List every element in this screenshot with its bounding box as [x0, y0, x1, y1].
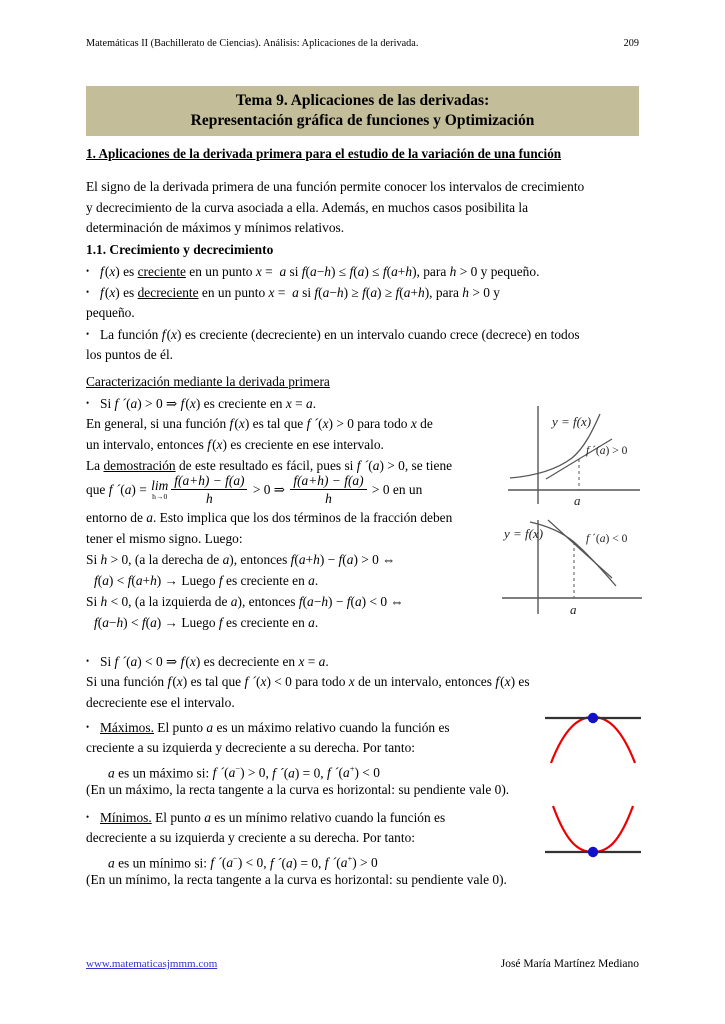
- si-word: Si: [100, 654, 112, 669]
- line-2-a: En general, si una función: [86, 416, 227, 431]
- bullet-glyph-icon: [86, 651, 100, 673]
- author-name: José María Martínez Mediano: [500, 958, 639, 970]
- bullet-2-keyword: decreciente: [137, 285, 199, 300]
- maximos-line-1b: es un máximo relativo cuando la función es: [216, 720, 450, 735]
- bullet-1-tail: es creciente en: [203, 396, 283, 411]
- minimos-line-1a: El punto: [155, 810, 201, 825]
- line-4-b: de este resultado es fácil, pues si: [178, 458, 354, 473]
- bullet-3-pre: La función: [100, 327, 159, 342]
- limit-formula-line: [86, 474, 516, 508]
- minimos-line-1b: es un mínimo relativo cuando la función es: [214, 810, 446, 825]
- bullet-glyph-icon: [86, 807, 100, 829]
- figure-3-svg: [543, 707, 643, 769]
- bullet-2-tail: , para: [429, 285, 459, 300]
- caracterizacion-line-7: tener el mismo signo. Luego:: [86, 531, 243, 546]
- decrease-line-2: Si una función f (x) es tal que f ´(x) < 0 para todo x de un intervalo, entonces f (x) es: [86, 674, 530, 689]
- running-head: [86, 38, 639, 49]
- minimos-bullet: •Mínimos. El punto a es un mínimo relativo cuando la función es: [86, 807, 546, 829]
- parabola-curve: [553, 806, 633, 852]
- running-head-title: Matemáticas II (Bachillerato de Ciencias). Análisis: Aplicaciones de la derivada.: [86, 38, 419, 49]
- line-5-b: en un: [392, 481, 423, 497]
- figure-1-curve-label: y = f(x): [552, 414, 592, 429]
- maximos-line-3: a es un máximo si: f ´(a−) > 0, f ´(a) = 0, f ´(a+) < 0: [108, 764, 380, 781]
- growth-bullet-1: •f (x) es creciente en un punto x = a si f(a−h) ≤ f(a) ≤ f(a+h), para h > 0 y pequeño.: [86, 261, 646, 283]
- bullet-glyph-icon: [86, 324, 100, 346]
- parabola-curve: [551, 717, 635, 763]
- paragraph-line: El signo de la derivada primera de una función permite conocer los intervalos de crecimiento: [86, 179, 585, 194]
- min-point-marker: [588, 847, 598, 857]
- bullet-2-end: y: [493, 285, 500, 300]
- minimos-line-3a: es un mínimo si:: [118, 855, 207, 871]
- paragraph-line: y decrecimiento de la curva asociada a ella. Además, en muchos casos posibilita la: [86, 199, 529, 215]
- bullet-1-keyword: creciente: [137, 264, 186, 279]
- figure-4-svg: [543, 800, 643, 862]
- caracterizacion-line-3: un intervalo, entonces f (x) es creciente en ese intervalo.: [86, 437, 384, 452]
- max-point-marker: [588, 713, 598, 723]
- section-1-heading: 1. Aplicaciones de la derivada primera para el estudio de la variación de una función: [86, 146, 562, 161]
- dec-line-2-a: Si una función: [86, 674, 165, 689]
- line-3-b: es creciente en ese intervalo.: [230, 437, 384, 452]
- caracterizacion-line-4: La demostración de este resultado es fácil, pues si f ´(a) > 0, se tiene: [86, 458, 453, 473]
- decrease-line-3: decreciente ese el intervalo.: [86, 695, 235, 710]
- growth-bullet-3: •La función f (x) es creciente (decreciente) en un intervalo cuando crece (decrece) en todos: [86, 324, 646, 346]
- minimos-line-3: a es un mínimo si: f ´(a−) < 0, f ´(a) = 0, f ´(a+) > 0: [108, 854, 378, 871]
- line-2-b: es tal que: [252, 416, 304, 431]
- dec-line-2-b: es tal que: [190, 674, 242, 689]
- minimos-line-4: (En un mínimo, la recta tangente a la curva es horizontal: su pendiente vale 0).: [86, 872, 507, 887]
- figure-2-slope-label: f ´(a) < 0: [586, 533, 628, 545]
- page-number: 209: [623, 38, 639, 49]
- line-3-a: un intervalo, entonces: [86, 437, 204, 452]
- bullet-1-pre: es: [123, 264, 135, 279]
- limit-expression: f ´(a) = lim h→0 $\frac{f(a+h) - f(a)}{h}$ > 0 ⇒ $\frac{f(a+h) - f(a)}{h}$ > 0: [108, 473, 390, 507]
- line-4-c: , se tiene: [404, 458, 453, 473]
- title-line-2: Representación gráfica de funciones y Optimización: [190, 111, 535, 129]
- minimos-line-2: decreciente a su izquierda y creciente a su derecha. Por tanto:: [86, 830, 416, 845]
- caracterizacion-line-2: En general, si una función f (x) es tal que f ´(x) > 0 para todo x de: [86, 416, 433, 431]
- caracterizacion-line-8: Si h > 0, (a la derecha de a), entonces f(a+h) − f(a) > 0 ⇔: [86, 552, 396, 567]
- lim-operator: lim h→0: [151, 478, 169, 501]
- bullet-1-tail: , para: [416, 264, 447, 279]
- bullet-glyph-icon: [86, 261, 100, 283]
- growth-bullet-2: •f (x) es decreciente en un punto x = a si f(a−h) ≥ f(a) ≥ f(a+h), para h > 0 y: [86, 282, 646, 304]
- paragraph-line: determinación de máximos y mínimos relativos.: [86, 220, 345, 236]
- si-word: Si: [100, 396, 112, 411]
- figure-maximum: [543, 707, 643, 774]
- title-banner: [86, 86, 639, 136]
- caracterizacion-line-9: f(a) < f(a+h) → Luego f es creciente en a.: [94, 573, 319, 588]
- bullet-glyph-icon: [86, 282, 100, 304]
- figure-1-slope-label: f ´(a) > 0: [586, 445, 628, 457]
- que-word: que: [86, 481, 106, 497]
- figure-1-axis-label: a: [574, 493, 581, 508]
- maximos-line-2: creciente a su izquierda y decreciente a su derecha. Por tanto:: [86, 740, 416, 755]
- website-link[interactable]: www.matematicasjmmm.com: [86, 958, 218, 970]
- maximos-line-4: (En un máximo, la recta tangente a la curva es horizontal: su pendiente vale 0).: [86, 782, 510, 797]
- title-line-1: Tema 9. Aplicaciones de las derivadas:: [235, 92, 490, 109]
- difference-quotient-1: $\frac{f(a+h) - f(a)}{h}$: [171, 473, 247, 507]
- bullet-glyph-icon: [86, 717, 100, 739]
- minimos-label: Mínimos.: [100, 810, 152, 825]
- figure-2-axis-label: a: [570, 602, 577, 617]
- decrease-bullet: •Si f ´(a) < 0 ⇒ f (x) es decreciente en x = a.: [86, 651, 639, 673]
- bullet-2-pre: es: [123, 285, 135, 300]
- demostracion-keyword: demostración: [103, 458, 176, 473]
- caracterizacion-line-6: entorno de a. Esto implica que los dos términos de la fracción deben: [86, 510, 453, 525]
- bullet-glyph-icon: [86, 393, 100, 415]
- section-1-paragraph: [86, 177, 639, 239]
- dec-line-2-e: es: [518, 674, 530, 689]
- section-1-1-heading: 1.1. Crecimiento y decrecimiento: [86, 242, 274, 257]
- tangent-line: [548, 520, 612, 578]
- figure-minimum: [543, 800, 643, 867]
- caracterizacion-bullet-1: •Si f ´(a) > 0 ⇒ f (x) es creciente en x = a.: [86, 393, 516, 415]
- figure-2-svg: [500, 518, 646, 622]
- caracterizacion-line-10: Si h < 0, (a la izquierda de a), entonces f(a−h) − f(a) < 0 ⇔: [86, 594, 404, 609]
- maximos-line-1a: El punto: [157, 720, 204, 735]
- bullet-3-text: es creciente (decreciente) en un intervalo cuando crece (decrece) en todos: [184, 327, 580, 342]
- bullet-1-end: y pequeño.: [480, 264, 540, 279]
- dec-line-2-c: para todo: [295, 674, 346, 689]
- caracterizacion-line-11: f(a−h) < f(a) → Luego f es creciente en a.: [94, 615, 319, 630]
- line-2-d: de: [420, 416, 433, 431]
- page-footer: [86, 958, 639, 970]
- figure-1-svg: [508, 404, 644, 508]
- figure-2-curve-label: y = f(x): [504, 526, 544, 541]
- figure-decreasing-function: [500, 518, 646, 627]
- bullet-1-mid: en un punto: [189, 264, 253, 279]
- dec-line-2-d: de un intervalo, entonces: [358, 674, 492, 689]
- maximos-line-3a: es un máximo si:: [118, 765, 210, 781]
- difference-quotient-2: $\frac{f(a+h) - f(a)}{h}$: [290, 473, 366, 507]
- growth-bullet-2-cont: pequeño.: [86, 305, 135, 320]
- bullet-2-mid: en un punto: [201, 285, 266, 300]
- caracterizacion-heading: Caracterización mediante la derivada primera: [86, 374, 330, 389]
- line-2-c: para todo: [357, 416, 408, 431]
- maximos-bullet: •Máximos. El punto a es un máximo relativo cuando la función es: [86, 717, 546, 739]
- maximos-label: Máximos.: [100, 720, 154, 735]
- decrease-tail: es decreciente en: [203, 654, 296, 669]
- growth-bullet-3-cont: los puntos de él.: [86, 347, 174, 362]
- figure-increasing-function: [508, 404, 644, 513]
- line-4-a: La: [86, 458, 101, 473]
